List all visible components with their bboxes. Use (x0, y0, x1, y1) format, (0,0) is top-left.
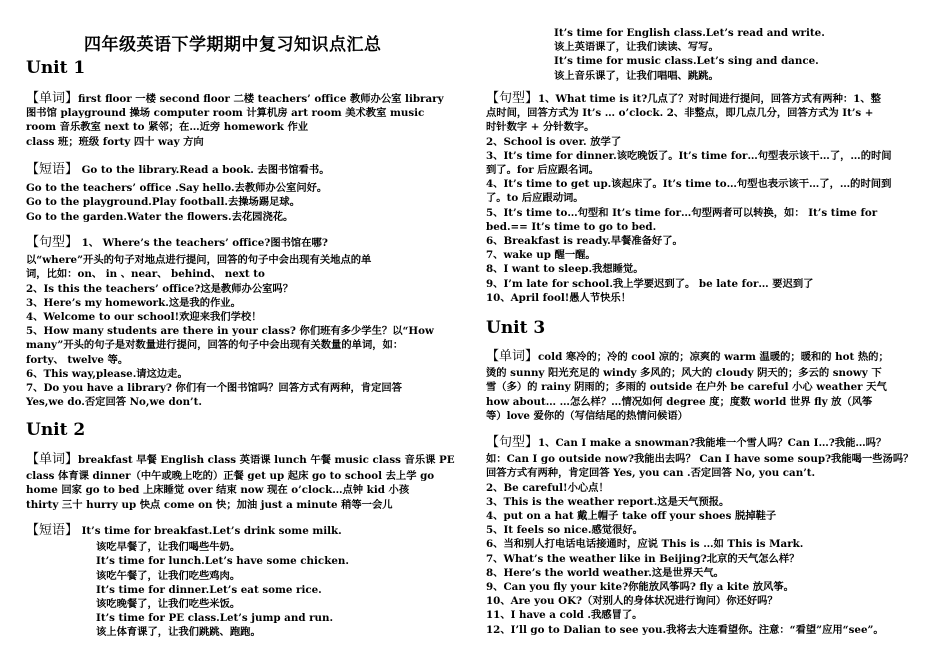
sentence-line: 11、I have a cold .我感冒了。 (486, 609, 643, 622)
phrase-line: It’s time for dinner.Let’s eat some rice. (96, 583, 322, 596)
vocab-line: class 班；班级 forty 四十 way 方向 (26, 135, 204, 148)
sentence-line: 7、What’s the weather like in Beijing?北京的天气怎么样？ (486, 552, 800, 565)
sentence-line: 5、How many students are there in your class? 你们班有多少学生？以“How (26, 325, 434, 338)
unit2-sentences (486, 92, 926, 305)
sentence-line: 如：Can I go outside now?我能出去吗？ Can I have some soup?我能喝一些汤吗？ (486, 453, 914, 466)
sentence-line: 6、当和别人打电话电话接通时，应说 This is …如 This is Mark. (486, 538, 804, 551)
sentence-line: 6、Breakfast is ready.早餐准备好了。 (486, 235, 683, 248)
sentence-line: 了。to 后应跟动词。 (486, 192, 584, 205)
sentence-line: 4、put on a hat 戴上帽子 take off your shoes 脱掉鞋子 (486, 510, 777, 523)
vocab-line: breakfast 早餐 English class 英语课 lunch 午餐 music class 音乐课 PE (78, 454, 455, 466)
sentence-line: many”开头的句子是对数量进行提问，回答的句子中会出现有关数量的单词，如： (26, 339, 404, 352)
phrase-line: Go to the library.Read a book. 去图书馆看书。 (81, 164, 330, 176)
unit3-section (486, 318, 926, 338)
sentence-line: 点时间，回答方式为 It’s … o’clock. 2、非整点，即几点几分，回答方式为 It’s + (486, 107, 874, 120)
vocab-line: room 音乐教室 next to 紧邻；在…近旁 homework 作业 (26, 121, 309, 134)
unit2-heading: Unit 2 (26, 420, 86, 440)
unit2-section (26, 420, 470, 440)
sentence-line: 时针数字 + 分针数字。 (486, 121, 595, 134)
phrase-line: 该上音乐课了，让我们唱唱、跳跳。 (554, 69, 719, 82)
sentence-line: 8、Here’s the world weather.这是世界天气。 (486, 566, 724, 579)
unit2-phrases (26, 524, 470, 640)
sentence-tag: 【句型】 (26, 235, 79, 250)
vocab-line: home 回家 go to bed 上床睡觉 over 结束 now 现在 o’clock…点钟 kid 小孩 (26, 484, 410, 497)
sentence-line: bed.== It’s time to go to bed. (486, 220, 657, 233)
sentence-line: 到了。for 后应跟名词。 (486, 164, 599, 177)
phrase-line: It’s time for PE class.Let’s jump and run. (96, 612, 334, 625)
phrase-line: 该吃晚餐了，让我们吃些米饭。 (96, 598, 241, 611)
unit1-heading: Unit 1 (26, 58, 86, 78)
sentence-line: 7、Do you have a library? 你们有一个图书馆吗？回答方式有两种，肯定回答 (26, 382, 402, 395)
unit1-vocab (26, 92, 470, 149)
phrase-line: 该吃早餐了，让我们喝些牛奶。 (96, 541, 241, 554)
phrase-line: 该吃午餐了，让我们吃些鸡肉。 (96, 569, 241, 582)
sentence-line: 8、I want to sleep.我想睡觉。 (486, 263, 644, 276)
vocab-line: 等）love 爱你的（写信结尾的热情问候语） (486, 409, 688, 422)
page-title: 四年级英语下学期期中复习知识点汇总 (84, 35, 382, 55)
phrase-line: It’s time for lunch.Let’s have some chicken. (96, 555, 349, 568)
phrase-tag: 【短语】 (26, 523, 79, 538)
sentence-line: 3、This is the weather report.这是天气预报。 (486, 495, 730, 508)
vocab-line: 图书馆 playground 操场 computer room 计算机房 art room 美术教室 music (26, 107, 425, 120)
sentence-line: 3、Here’s my homework.这是我的作业。 (26, 296, 241, 309)
vocab-line: cold 寒冷的；冷的 cool 凉的；凉爽的 warm 温暖的；暖和的 hot 热的； (538, 351, 889, 363)
sentence-line: 6、This way,please.请这边走。 (26, 367, 188, 380)
sentence-line: 10、April fool!愚人节快乐！ (486, 291, 632, 304)
sentence-line: 以“where”开头的句子对地点进行提问，回答的句子中会出现有关地点的单 (26, 254, 372, 267)
sentence-line: 2、School is over. 放学了 (486, 135, 622, 148)
vocab-tag: 【单词】 (486, 349, 539, 364)
sentence-line: 7、wake up 醒一醒。 (486, 249, 596, 262)
phrase-line: Go to the garden.Water the flowers.去花园浇花。 (26, 210, 294, 223)
phrase-line: Go to the playground.Play football.去操场踢足球。 (26, 196, 301, 209)
unit1-sentences (26, 236, 470, 409)
phrase-line: Go to the teachers’ office .Say hello.去教师办公室问好。 (26, 182, 328, 195)
unit2-vocab (26, 453, 470, 512)
unit3-vocab (486, 350, 926, 423)
sentence-line: 4、It’s time to get up.该起床了。It’s time to…句型也表示该干…了，…的时间到 (486, 178, 892, 191)
sentence-line: 1、Can I make a snowman?我能堆一个雪人吗？Can I…?我能…吗？ (538, 437, 887, 449)
unit2-phrases-continued (554, 26, 926, 83)
phrase-line: 该上英语课了，让我们读读、写写。 (554, 41, 719, 54)
sentence-line: 2、Be careful!小心点！ (486, 481, 609, 494)
vocab-line: 雪（多）的 rainy 阴雨的；多雨的 outside 在户外 be careful 小心 weather 天气 (486, 381, 887, 394)
sentence-line: 9、I’m late for school.我上学要迟到了。 be late for… 要迟到了 (486, 277, 814, 290)
phrase-line: It’s time for music class.Let’s sing and dance. (554, 55, 819, 68)
sentence-tag: 【句型】 (486, 435, 539, 450)
sentence-line: 5、It feels so nice.感觉很好。 (486, 524, 643, 537)
sentence-line: Yes,we do.否定回答 No,we don’t. (26, 396, 202, 409)
phrase-tag: 【短语】 (26, 162, 79, 177)
sentence-line: 1、 Where’s the teachers’ office?图书馆在哪? (81, 237, 328, 249)
vocab-tag: 【单词】 (26, 91, 79, 106)
sentence-tag: 【句型】 (486, 91, 539, 106)
sentence-line: 2、Is this the teachers’ office?这是教师办公室吗？ (26, 282, 294, 295)
sentence-line: 3、It’s time for dinner.该吃晚饭了。It’s time for…句型表示该干…了，…的时间 (486, 149, 892, 162)
sentence-line: 回答方式有两种，肯定回答 Yes, you can .否定回答 No, you can’t. (486, 467, 816, 480)
sentence-line: 12、I’ll go to Dalian to see you.我将去大连看望你。注意：“看望”应用“see”。 (486, 623, 884, 636)
unit3-sentences (486, 436, 926, 637)
phrase-line: It’s time for breakfast.Let’s drink some milk. (81, 525, 342, 537)
phrase-line: It’s time for English class.Let’s read and write. (554, 27, 825, 39)
sentence-line: 5、It’s time to…句型和 It’s time for…句型两者可以转换，如： It’s time for (486, 206, 878, 219)
sentence-line: 9、Can you fly your kite?你能放风筝吗? fly a kite 放风筝。 (486, 581, 794, 594)
vocab-line: class 体育课 dinner（中午或晚上吃的）正餐 get up 起床 go to school 去上学 go (26, 470, 435, 483)
unit1-phrases (26, 163, 470, 224)
phrase-line: 该上体育课了，让我们跳跳、跑跑。 (96, 626, 261, 639)
vocab-line: 烫的 sunny 阳光充足的 windy 多风的；风大的 cloudy 阴天的；多云的 snowy 下 (486, 367, 882, 380)
vocab-tag: 【单词】 (26, 452, 79, 467)
sentence-line: 4、Welcome to our school!欢迎来我们学校！ (26, 311, 262, 324)
sentence-line: forty、 twelve 等。 (26, 353, 129, 366)
vocab-line: thirty 三十 hurry up 快点 come on 快；加油 just a minute 稍等一会儿 (26, 498, 393, 511)
unit3-heading: Unit 3 (486, 318, 546, 338)
sentence-line: 10、Are you OK?（对别人的身体状况进行询问）你还好吗？ (486, 595, 778, 608)
unit1-section (26, 58, 470, 78)
sentence-line: 1、What time is it?几点了？对时间进行提问，回答方式有两种：1、整 (538, 93, 881, 105)
vocab-line: first floor 一楼 second floor 二楼 teachers’ office 教师办公室 library (78, 93, 444, 105)
sentence-line: 词，比如：on、 in 、near、 behind、 next to (26, 268, 265, 281)
vocab-line: how about… …怎么样？…情况如何 degree 度；度数 world 世界 fly 放（风筝 (486, 395, 873, 408)
